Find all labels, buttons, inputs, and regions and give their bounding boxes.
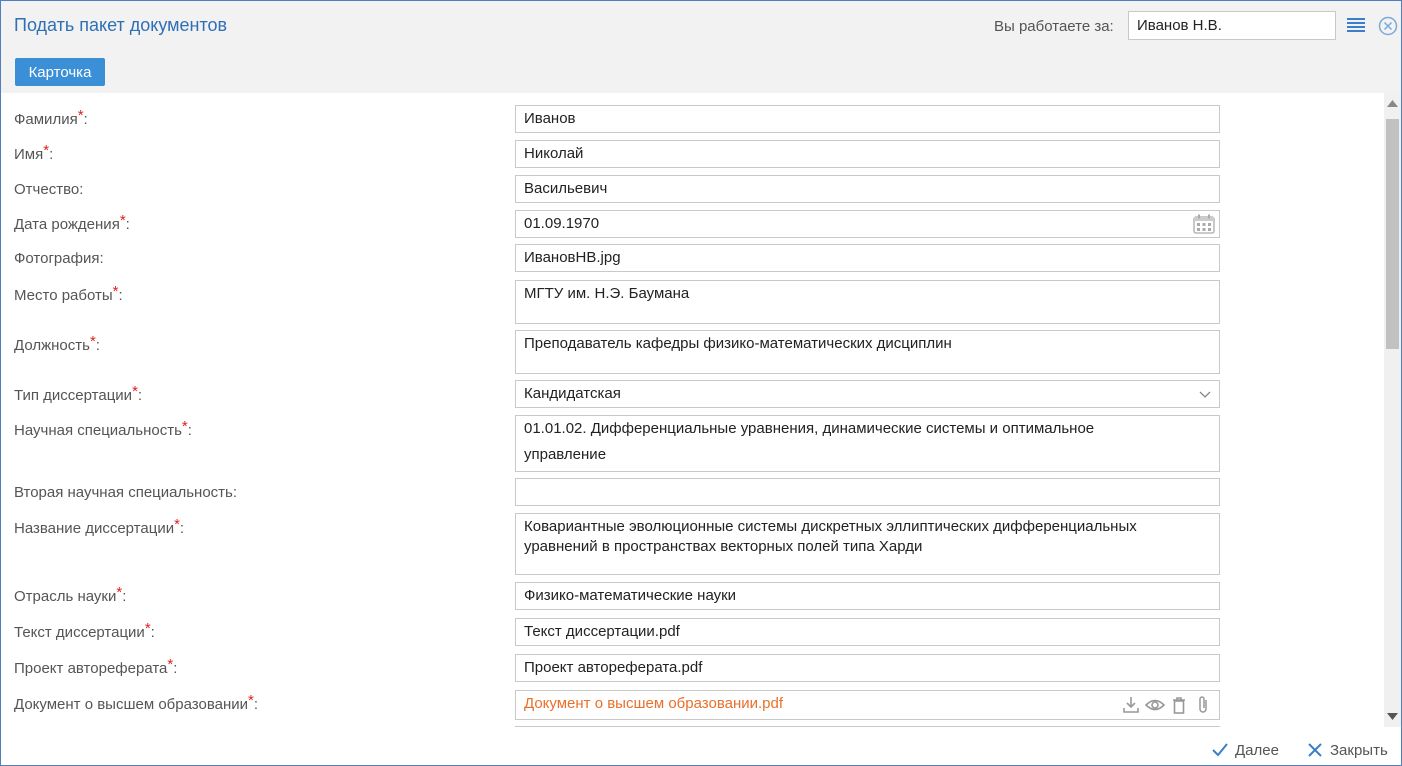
second-specialty-field[interactable]	[515, 478, 1220, 506]
label-science-branch: Отрасль науки*:	[14, 584, 127, 605]
label-dissertation-title: Название диссертации*:	[14, 516, 185, 537]
dialog-header	[1, 1, 1401, 93]
specialty-field[interactable]: 01.01.02. Дифференциальные уравнения, динамические системы и оптимальное управление	[515, 415, 1220, 472]
paperclip-icon[interactable]	[1193, 695, 1213, 715]
check-icon	[1211, 741, 1229, 759]
required-mark: *	[112, 283, 119, 300]
scrollbar[interactable]	[1384, 93, 1401, 727]
label-name: Имя*:	[14, 142, 54, 163]
diploma-file-link[interactable]: Документ о высшем образовании.pdf	[524, 695, 784, 712]
name-field[interactable]: Николай	[515, 140, 1220, 168]
label-birthdate: Дата рождения*:	[14, 212, 130, 233]
required-mark: *	[248, 692, 254, 709]
surname-field[interactable]: Иванов	[515, 105, 1220, 133]
required-mark: *	[174, 516, 180, 533]
photo-field[interactable]: ИвановНВ.jpg	[515, 244, 1220, 272]
required-mark: *	[119, 212, 126, 229]
diploma-field[interactable]	[515, 690, 1220, 720]
required-mark: *	[89, 333, 96, 350]
eye-icon[interactable]	[1145, 695, 1165, 715]
required-mark: *	[144, 620, 151, 637]
label-dissertation-text: Текст диссертации*:	[14, 620, 155, 641]
scroll-down-arrow-icon[interactable]	[1387, 713, 1398, 721]
label-surname: Фамилия*:	[14, 107, 88, 128]
menu-icon[interactable]	[1347, 17, 1365, 33]
card-button[interactable]: Карточка	[15, 58, 105, 86]
label-photo: Фотография:	[14, 250, 104, 267]
chevron-down-icon[interactable]	[1199, 389, 1211, 399]
dissertation-title-field[interactable]: Ковариантные эволюционные системы дискретных эллиптических дифференциальных уравнений в пространствах векторных полей типа Харди	[515, 513, 1220, 575]
required-mark: *	[181, 418, 188, 435]
dissertation-text-field[interactable]: Текст диссертации.pdf	[515, 618, 1220, 646]
label-workplace: Место работы*:	[14, 283, 123, 304]
dialog-footer	[1, 727, 1401, 765]
required-mark: *	[77, 107, 84, 124]
label-second-specialty: Вторая научная специальность:	[14, 484, 238, 501]
dialog-title: Подать пакет документов	[14, 15, 228, 35]
label-dissertation-type: Тип диссертации*:	[14, 383, 143, 404]
birthdate-field[interactable]: 01.09.1970	[515, 210, 1220, 238]
label-position: Должность*:	[14, 333, 100, 354]
next-button[interactable]	[1211, 741, 1279, 759]
required-mark: *	[116, 584, 123, 601]
worker-label: Вы работаете за:	[994, 18, 1114, 35]
position-field[interactable]: Преподаватель кафедры физико-математических дисциплин	[515, 330, 1220, 374]
next-button-label: Далее	[1235, 741, 1279, 759]
label-patronymic: Отчество:	[14, 181, 84, 198]
science-branch-field[interactable]: Физико-математические науки	[515, 582, 1220, 610]
workplace-field[interactable]: МГТУ им. Н.Э. Баумана	[515, 280, 1220, 324]
close-button[interactable]	[1306, 741, 1388, 759]
download-icon[interactable]	[1121, 695, 1141, 715]
scrollbar-thumb[interactable]	[1386, 119, 1399, 349]
close-icon[interactable]	[1378, 16, 1398, 36]
label-abstract-draft: Проект автореферата*:	[14, 656, 178, 677]
form-area	[1, 93, 1384, 727]
x-icon	[1306, 741, 1324, 759]
abstract-draft-field[interactable]: Проект автореферата.pdf	[515, 654, 1220, 682]
required-mark: *	[43, 142, 50, 159]
calendar-icon[interactable]	[1193, 214, 1215, 234]
trash-icon[interactable]	[1169, 695, 1189, 715]
scroll-up-arrow-icon[interactable]	[1387, 99, 1398, 107]
required-mark: *	[132, 383, 138, 400]
label-diploma: Документ о высшем образовании*:	[14, 692, 259, 713]
dissertation-type-select[interactable]: Кандидатская	[515, 380, 1220, 408]
worker-field[interactable]: Иванов Н.В.	[1128, 11, 1336, 40]
file-actions	[1121, 695, 1213, 715]
patronymic-field[interactable]: Васильевич	[515, 175, 1220, 203]
required-mark: *	[167, 656, 174, 673]
close-button-label: Закрыть	[1330, 741, 1388, 759]
label-specialty: Научная специальность*:	[14, 418, 192, 439]
